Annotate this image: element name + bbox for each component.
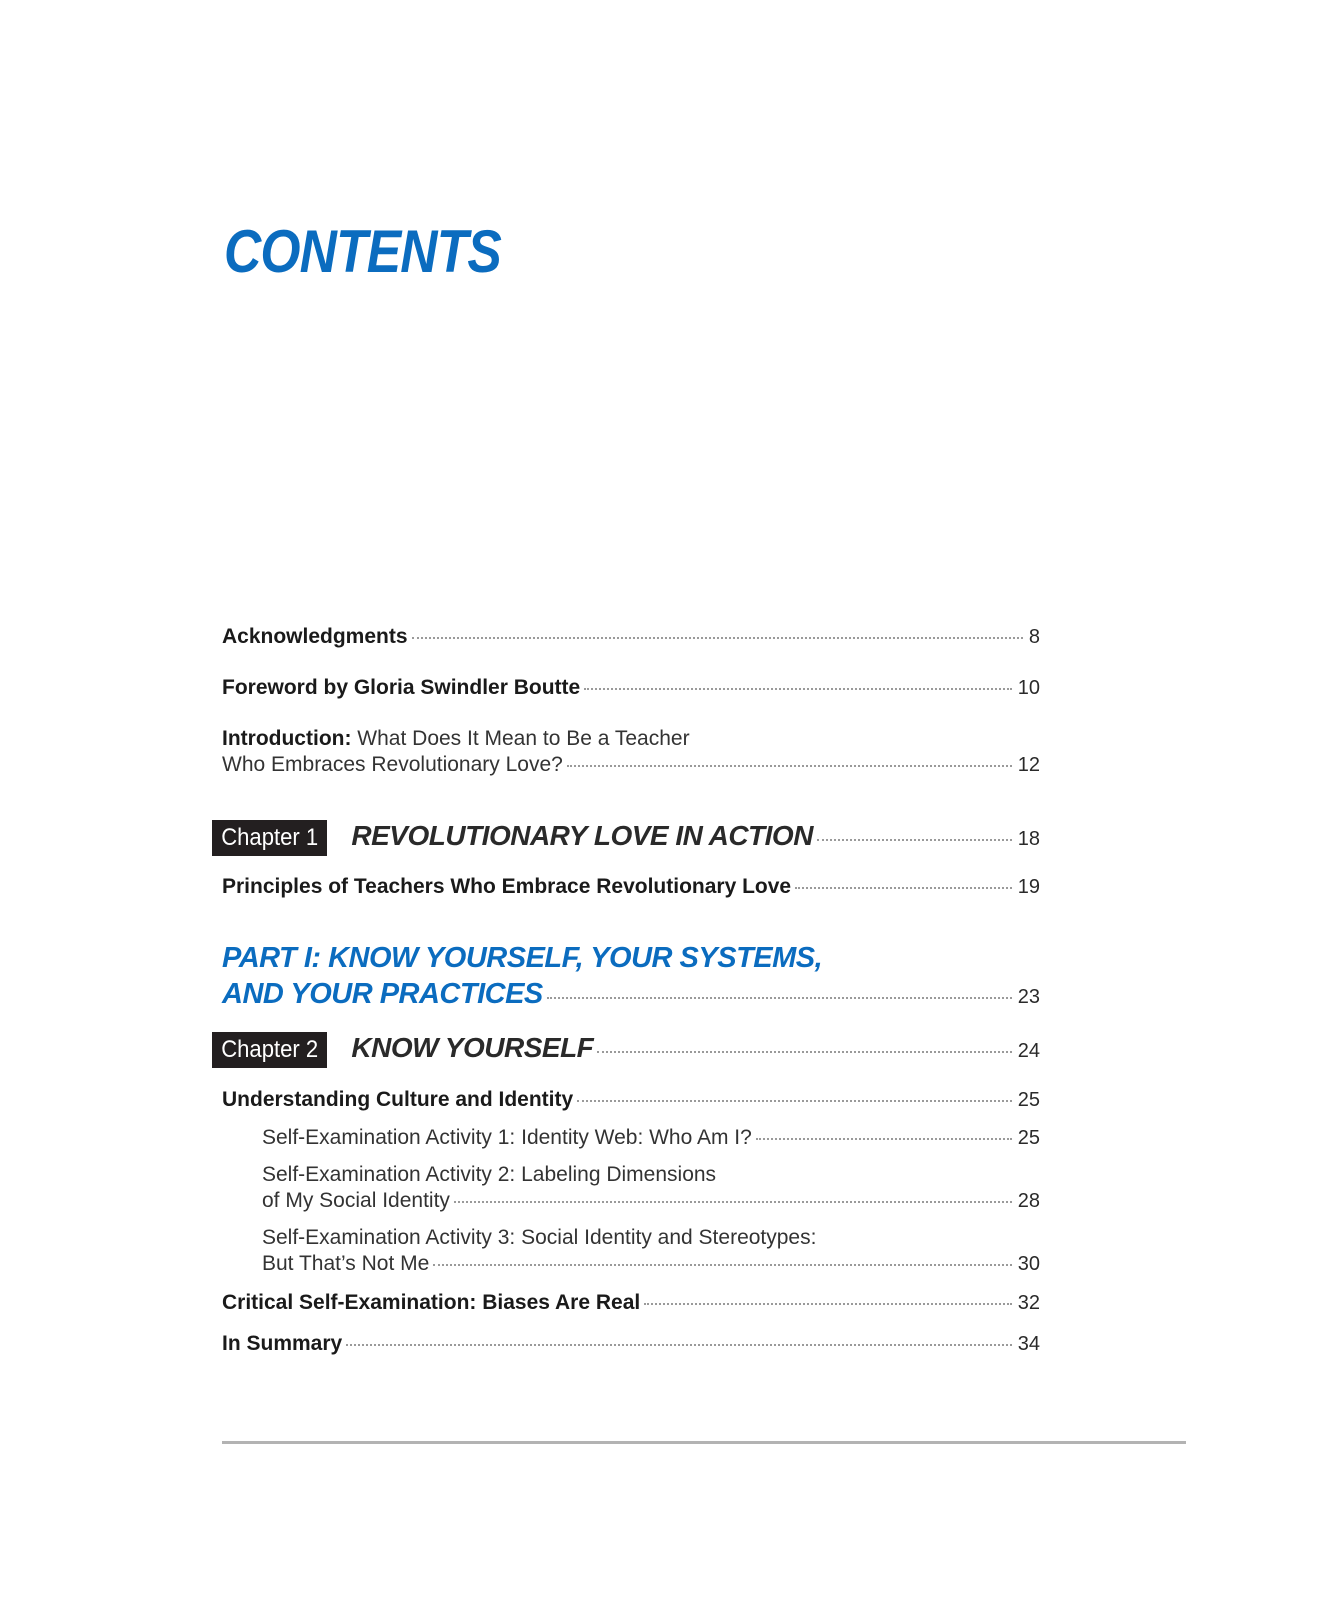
page-number: 34 [1017,1333,1040,1355]
dot-leader [597,1051,1011,1053]
toc-entry-label: Foreword by Gloria Swindler Boutte [222,676,581,699]
chapter-tag: Chapter 2 [212,1032,327,1068]
page-title: CONTENTS [224,218,501,285]
page-number: 24 [1017,1040,1040,1062]
page-number: 25 [1017,1127,1040,1149]
page-number: 19 [1017,876,1040,898]
dot-leader [817,839,1012,841]
toc-entry-acknowledgments[interactable] [222,624,1040,650]
toc-entry-label: Principles of Teachers Who Embrace Revolutionary Love [222,875,792,898]
page-number: 18 [1017,828,1040,850]
dot-leader [644,1303,1012,1305]
page-number: 25 [1017,1089,1040,1111]
toc-entry-activity-2[interactable] [262,1162,1040,1214]
part-title: PART I: KNOW YOURSELF, YOUR SYSTEMS, [222,942,823,974]
dot-leader [433,1264,1011,1266]
dot-leader [756,1138,1012,1140]
toc-entry-label: What Does It Mean to Be a Teacher [351,727,690,750]
toc-entry-label: In Summary [222,1332,343,1355]
toc-entry-label: Critical Self-Examination: Biases Are Real [222,1291,641,1314]
dot-leader [412,637,1023,639]
toc-entry-label: Self-Examination Activity 2: Labeling Dimensions [262,1163,717,1186]
toc-entry-chapter-1[interactable] [222,820,1040,856]
toc-entry-foreword[interactable] [222,675,1040,701]
toc-entry-principles[interactable] [222,874,1040,900]
part-title-continued: AND YOUR PRACTICES [222,978,543,1010]
page-number: 28 [1017,1190,1040,1212]
toc-entry-activity-1[interactable] [262,1125,1040,1151]
dot-leader [567,765,1012,767]
toc-entry-label: Understanding Culture and Identity [222,1088,574,1111]
dot-leader [547,997,1012,999]
dot-leader [454,1201,1012,1203]
toc-entry-label-continued: Who Embraces Revolutionary Love? [222,753,563,776]
toc-entry-label-continued: But That’s Not Me [262,1252,430,1275]
toc-entry-label-bold: Introduction: [222,727,352,750]
page-number: 10 [1017,677,1040,699]
dot-leader [346,1344,1012,1346]
page-number: 30 [1017,1253,1040,1275]
page-number: 32 [1017,1292,1040,1314]
toc-entry-label: Acknowledgments [222,625,408,648]
page-number: 12 [1017,754,1040,776]
page-number: 8 [1028,626,1040,648]
toc-entry-culture-identity[interactable] [222,1087,1040,1113]
dot-leader [795,887,1012,889]
toc-entry-label: Self-Examination Activity 3: Social Identity and Stereotypes: [262,1226,817,1249]
toc-entry-introduction[interactable] [222,726,1040,778]
footer-divider [222,1441,1186,1444]
dot-leader [577,1100,1012,1102]
page-number: 23 [1017,986,1040,1008]
toc-entry-chapter-2[interactable] [222,1032,1040,1068]
toc-entry-summary[interactable] [222,1331,1040,1357]
toc-entry-biases[interactable] [222,1290,1040,1316]
chapter-title: REVOLUTIONARY LOVE IN ACTION [351,820,813,851]
dot-leader [584,688,1012,690]
toc-entry-part-1[interactable] [222,940,1040,1012]
chapter-tag: Chapter 1 [212,820,327,856]
chapter-title: KNOW YOURSELF [351,1032,594,1063]
toc-entry-activity-3[interactable] [262,1225,1040,1277]
toc-entry-label: Self-Examination Activity 1: Identity Web: Who Am I? [262,1126,752,1149]
toc-entry-label-continued: of My Social Identity [262,1189,450,1212]
